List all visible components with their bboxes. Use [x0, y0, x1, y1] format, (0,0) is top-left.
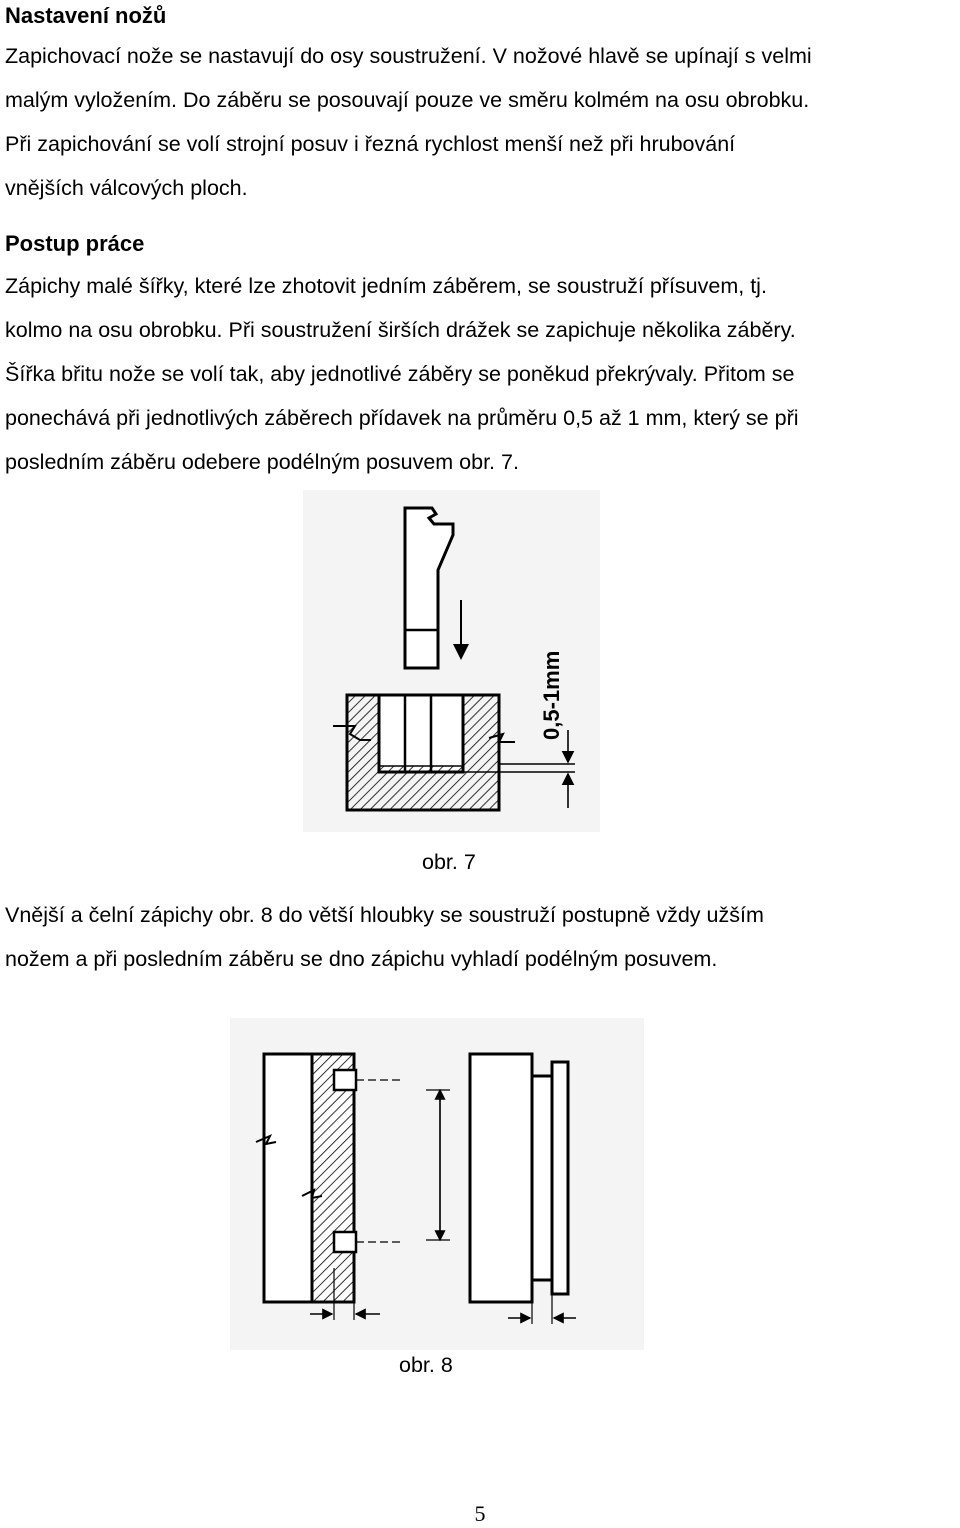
text-line: Šířka břitu nože se volí tak, aby jednotlivé záběry se poněkud překrývaly. Přitom se: [5, 362, 795, 386]
text-line: Vnější a čelní zápichy obr. 8 do větší hloubky se soustruží postupně vždy užším: [5, 903, 764, 927]
face-groove-bottom: [334, 1232, 356, 1252]
figure-8-grooving-diagram: [230, 1018, 644, 1350]
groove-cut: [379, 695, 463, 772]
paragraph-procedure: [5, 264, 955, 484]
right-workpiece-body: [470, 1054, 532, 1302]
section-heading-knife-setup: Nastavení nožů: [5, 3, 167, 28]
right-flange: [552, 1062, 568, 1294]
text-line: vnějších válcových ploch.: [5, 176, 248, 200]
paragraph-knife-setup: [5, 34, 955, 210]
text-line: ponechává při jednotlivých záběrech přídavek na průměru 0,5 až 1 mm, který se při: [5, 406, 799, 430]
text-line: Zápichy malé šířky, které lze zhotovit jedním záběrem, se soustruží přísuvem, tj.: [5, 274, 767, 298]
figure-7-grooving-diagram: [303, 490, 600, 832]
text-line: Při zapichování se volí strojní posuv i řezná rychlost menší než při hrubování: [5, 132, 736, 156]
external-groove: [532, 1076, 552, 1280]
text-line: Zapichovací nože se nastavují do osy soustružení. V nožové hlavě se upínají s velmi: [5, 44, 812, 68]
figure-7-caption: obr. 7: [422, 850, 476, 874]
text-line: nožem a při posledním záběru se dno zápichu vyhladí podélným posuvem.: [5, 947, 718, 971]
face-groove-top: [334, 1070, 356, 1090]
text-line: posledním záběru odebere podélným posuvem obr. 7.: [5, 450, 519, 474]
figure-8-caption: obr. 8: [399, 1353, 453, 1377]
section-heading-procedure: Postup práce: [5, 231, 145, 256]
text-line: malým vyložením. Do záběru se posouvají pouze ve směru kolmém na osu obrobku.: [5, 88, 810, 112]
dimension-label: 0,5-1mm: [539, 650, 564, 740]
page-number: 5: [474, 1501, 486, 1526]
text-line: kolmo na osu obrobku. Při soustružení širších drážek se zapichuje několika záběry.: [5, 318, 796, 342]
paragraph-external-grooves: [5, 893, 955, 981]
allowance-layer: [379, 766, 463, 772]
